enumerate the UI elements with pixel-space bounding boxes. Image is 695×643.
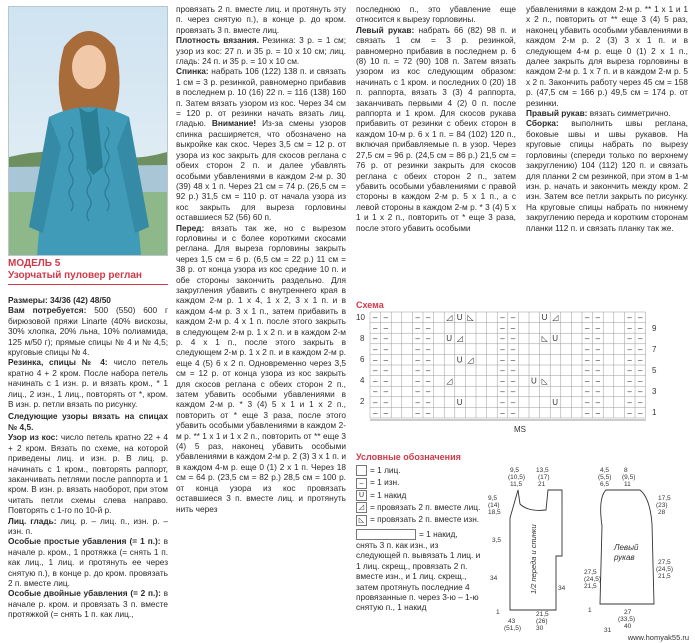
purl-mark: – bbox=[383, 387, 389, 397]
stitch-symbol: U bbox=[446, 334, 452, 344]
purl-mark: – bbox=[585, 387, 590, 397]
purl-mark: – bbox=[638, 387, 643, 397]
dim-label: (17) bbox=[538, 474, 550, 481]
purl-mark: – bbox=[585, 366, 590, 375]
stitch-symbol: U bbox=[456, 313, 463, 322]
assembly-label: Сборка: bbox=[526, 118, 559, 129]
right-sleeve-text: вязать симметрично. bbox=[589, 108, 671, 119]
purl-mark: – bbox=[510, 387, 516, 397]
purl-mark: – bbox=[415, 366, 420, 375]
purl-mark: – bbox=[510, 376, 516, 386]
purl-mark: – bbox=[510, 397, 516, 407]
purl-mark: – bbox=[585, 323, 590, 333]
dec2-text: в начале р. кром. и провязать 3 п. вместе протяжкой (= снять 1 п. как лиц., bbox=[8, 588, 168, 620]
dim-label: 27,5 bbox=[658, 559, 671, 566]
purl-mark: – bbox=[426, 366, 431, 375]
attention-label: Внимание! bbox=[211, 118, 257, 129]
purl-mark: – bbox=[595, 397, 601, 407]
purl-mark: – bbox=[426, 334, 431, 344]
dim-label: (14) bbox=[488, 502, 500, 509]
purl-mark: – bbox=[415, 397, 420, 407]
purl-mark: – bbox=[585, 313, 590, 322]
right-sleeve-label: Правый рукав: bbox=[526, 108, 588, 119]
dim-label: 1 bbox=[496, 609, 500, 616]
purl-mark: – bbox=[627, 376, 632, 386]
back-text-2: Из-за смены узоров спинка расширяется, что обозначено на выкройке как скос. Через 3,5 см = 12 р. от узора из кос закрыть для скосов реглана с обеих сторон 2 п. и далее убавлять особыми убавлениями в каждом 2-м р. 30 (39) 48 x 1 п. Через 21 см = 74 р. (26,5 см = 92 р.) 31,5 см = 110 р. от начала узора из кос закрыть для выреза горловины оставшиеся 52 (56) 60 п. bbox=[176, 118, 346, 223]
stockinette-text: лиц. р. – лиц. п., изн. р. – изн. п. bbox=[8, 515, 168, 536]
purl-symbol: – bbox=[356, 478, 367, 489]
stitch-symbol: ◿ bbox=[456, 334, 463, 344]
gauge-text: Резинка: 3 р. = 1 см; узор из кос: 27 п. и 35 р. = 10 x 10 см; лиц. гладь: 24 п. и 35 р. = 10 x 10 см. bbox=[176, 35, 346, 67]
legend-text: = 1 изн. bbox=[370, 477, 400, 488]
purl-mark: – bbox=[373, 344, 378, 354]
purl-mark: – bbox=[627, 313, 632, 322]
stitch-symbol: U bbox=[552, 334, 558, 344]
stitch-symbol: U bbox=[541, 313, 548, 322]
sleeve-schematic bbox=[584, 464, 688, 634]
stockinette-label: Лиц. гладь: bbox=[8, 515, 57, 526]
purl-mark: – bbox=[383, 355, 389, 365]
dim-label: 43 bbox=[508, 618, 516, 625]
purl-mark: – bbox=[383, 313, 389, 322]
knit-symbol bbox=[356, 465, 367, 476]
dim-label: 21,5 bbox=[584, 583, 597, 590]
cable-label: Узор из кос: bbox=[8, 432, 59, 443]
row-label: 7 bbox=[652, 345, 657, 354]
legend-title: Условные обозначения bbox=[356, 452, 461, 462]
rib-text: число петель кратно 4 + 2 кром. После набора петель начинать с 1 изн. р. и вязать кром., * 1 лиц., 2 изн., 1 лиц., повторять от *, кром. В изн. р. петли вязать по рисунку. bbox=[8, 357, 168, 410]
dim-label: 18,5 bbox=[488, 509, 501, 516]
purl-mark: – bbox=[373, 397, 378, 407]
dim-label: 6,5 bbox=[600, 481, 610, 488]
rib-label: Резинка, спицы № 4: bbox=[8, 357, 108, 368]
purl-mark: – bbox=[426, 313, 431, 322]
purl-mark: – bbox=[627, 355, 632, 365]
stitch-symbol: U bbox=[531, 376, 537, 386]
column-1 bbox=[8, 295, 168, 640]
purl-mark: – bbox=[415, 313, 420, 322]
left-sleeve-label: Левый рукав: bbox=[356, 24, 415, 35]
k2tog-symbol: ◿ bbox=[356, 502, 367, 513]
purl-mark: – bbox=[383, 397, 389, 407]
dim-label: (9,5) bbox=[622, 474, 636, 481]
ms-label: MS bbox=[514, 425, 526, 434]
dim-label: 11,5 bbox=[510, 481, 523, 488]
purl-mark: – bbox=[627, 334, 632, 344]
purl-mark: – bbox=[595, 387, 601, 397]
back-piece-label: 1/2 переда и спинки bbox=[529, 524, 538, 594]
model-title: Узорчатый пуловер реглан bbox=[8, 270, 168, 285]
sizes: Размеры: 34/36 (42) 48/50 bbox=[8, 295, 111, 305]
purl-mark: – bbox=[627, 397, 632, 407]
col4-intro: убавлениями в каждом 2-м р. ** 1 x 1 и 1 x 2 п., повторить от ** еще 3 (4) 5 раз, наконец убавить особыми убавлениями в каждом 2-м р. 2 (3) 3 x 1 п. и в следующем 4-м р. еще 0 (1) 2 x 1 п., далее закрыть для выреза горловины в каждом 2-м р. 1 x 7 п. и в каждом 2-м р. 5 x 2 п. Закончить работу через 45 см = 158 р. (47,5 см = 166 р.) 49,5 см = 174 р. от резинки. bbox=[526, 4, 688, 108]
dim-label: 1 bbox=[588, 607, 592, 614]
purl-mark: – bbox=[627, 387, 632, 397]
front-text: вязать так же, но с вырезом горловины и с более короткими скосами реглана. Для выреза горловины закрыть через 1,5 см = 6 р. (6,5 см = 22 р.) 11 см = 38 р. от конца узора из кос средние 10 п. и обе стороны закончить раздельно. Для закругления убавить с внутреннего края в каждом 2-м р. 1 x 4, 1 x 2, 3 x 1 п. и в каждом 4-м р. 3 x 1 п., затем прибавить в каждом 2-м р. 4 x 1 п. после этого закрыть в следующем 2-м р. 1 x 2 п. и в каждом 2-м р. 4 x 1 п., после этого закрыть в следующем 2-м р. 1 x 2 п. и в каждом 2-м р. еще 4 (5) 6 x 2 п. Одновременно через 3,5 см = 12 р. от конца узора из кос закрыть для скосов реглана с обеих сторон 2 п., затем убавить особыми убавлениями в каждом 2-м р. * 3 (4) 5 x 1 и 1 x 2 п., повторить от * еще 3 раза, после этого убавить особыми убавлениями в каждом 2-м р. ** 1 x 1 и 1 x 2 п., повторить от ** еще 3 (4) 5 раз, наконец убавить особыми убавлениями в каждом 2-м р. 2 (3) 3 x 1 п. и в каждом 4-м р. еще 0 (1) 2 x 1 п. Через 18 см = 64 р. (23,5 см = 82 р.) 28,5 см = 100 р. от конца узора из кос провязать оставшиеся 3 п. вместе лиц. и протянуть нить через bbox=[176, 222, 346, 514]
purl-mark: – bbox=[638, 334, 643, 344]
purl-mark: – bbox=[383, 408, 389, 418]
purl-mark: – bbox=[415, 334, 420, 344]
knitting-chart bbox=[356, 310, 688, 438]
dim-label: (24,5) bbox=[584, 576, 601, 583]
row-label: 5 bbox=[652, 366, 657, 375]
dim-label: 40 bbox=[624, 623, 632, 630]
purl-mark: – bbox=[638, 355, 643, 365]
legend-item bbox=[356, 501, 484, 513]
purl-mark: – bbox=[373, 408, 378, 418]
purl-mark: – bbox=[585, 397, 590, 407]
purl-mark: – bbox=[383, 366, 389, 375]
dim-label: 34 bbox=[490, 575, 498, 582]
purl-mark: – bbox=[373, 387, 378, 397]
dim-label: 31 bbox=[604, 627, 612, 634]
dim-label: (5,5) bbox=[598, 474, 612, 481]
legend bbox=[356, 464, 484, 613]
purl-mark: – bbox=[627, 344, 632, 354]
row-label: 9 bbox=[652, 324, 657, 333]
row-label: 3 bbox=[652, 387, 657, 396]
purl-mark: – bbox=[426, 408, 431, 418]
purl-mark: – bbox=[373, 376, 378, 386]
dim-label: 8 bbox=[624, 467, 628, 474]
purl-mark: – bbox=[500, 366, 505, 375]
purl-mark: – bbox=[510, 408, 516, 418]
purl-mark: – bbox=[627, 408, 632, 418]
back-schematic bbox=[488, 464, 576, 634]
purl-mark: – bbox=[383, 323, 389, 333]
purl-mark: – bbox=[638, 397, 643, 407]
purl-mark: – bbox=[383, 376, 389, 386]
dim-label: 4,5 bbox=[600, 467, 610, 474]
purl-mark: – bbox=[500, 387, 505, 397]
purl-mark: – bbox=[426, 355, 431, 365]
purl-mark: – bbox=[510, 334, 516, 344]
legend-item bbox=[356, 489, 484, 501]
column-2 bbox=[176, 4, 346, 640]
legend-item bbox=[356, 464, 484, 476]
purl-mark: – bbox=[373, 313, 378, 322]
purl-mark: – bbox=[426, 344, 431, 354]
purl-mark: – bbox=[510, 344, 516, 354]
stitch-symbol: ◺ bbox=[541, 334, 548, 344]
stitch-symbol: U bbox=[456, 355, 463, 365]
purl-mark: – bbox=[638, 376, 643, 386]
purl-mark: – bbox=[595, 408, 601, 418]
purl-mark: – bbox=[373, 355, 378, 365]
dim-label: (23) bbox=[656, 502, 668, 509]
purl-mark: – bbox=[638, 344, 643, 354]
p2tog-symbol: ◺ bbox=[356, 515, 367, 526]
purl-mark: – bbox=[500, 313, 505, 322]
purl-mark: – bbox=[383, 344, 389, 354]
purl-mark: – bbox=[373, 334, 378, 344]
row-label: 1 bbox=[652, 408, 657, 417]
left-sleeve-text: набрать 66 (82) 98 п. и связать 1 см = 3 р. резинкой, равномерно прибавив в последнем р. 6 (8) 10 п. = 72 (90) 108 п. Затем вязать узором из кос следующим образом: начинать с 1 кром. и последних 0 (20) 18 п. раппорта, вязать 3 (3) 4 раппорта, заканчивать первыми 4 (2) 0 п. после раппорта и 1 кром. Для скосов рукава прибавить от резинки с обеих сторон в каждом 10-м р. 6 x 1 п. = 84 (102) 120 п., включая прибавляемые п. в узор. Через 27,5 см = 96 р. (24,5 см = 86 р.) 21,5 см = 76 р. от резинки закрыть для скосов реглана с обеих сторон 2 п., затем убавить особыми убавлениями с правой стороны в каждом 2-м р. 5 x 1 п., а с левой стороны в каждом 2-м р. * 3 (4) 5 x 1 и 1 x 2 п., повторить от * еще 3 раза, после этого убавить особыми bbox=[356, 24, 516, 233]
back-label: Спинка: bbox=[176, 66, 209, 77]
purl-mark: – bbox=[585, 344, 590, 354]
purl-mark: – bbox=[585, 334, 590, 344]
back-text: набрать 106 (122) 138 п. и связать 1 см = 3 р. резинкой, равномерно прибавив в последнем р. 10 (16) 22 п. = 116 (138) 160 п. Затем вязать узором из кос. Через 34 см = 120 р. от резинки начать вязать лиц. гладью. bbox=[176, 66, 346, 129]
legend-text: = провязать 2 п. вместе изн. bbox=[370, 514, 480, 525]
dim-label: 17,5 bbox=[658, 495, 671, 502]
row-label: 2 bbox=[360, 397, 365, 406]
purl-mark: – bbox=[585, 355, 590, 365]
chart-title: Схема bbox=[356, 300, 384, 310]
legend-text: = 1 накид bbox=[370, 489, 407, 500]
purl-mark: – bbox=[510, 313, 516, 322]
dec1-text: в начале р. кром., 1 протяжка (= снять 1 п. как лиц., 1 лиц. и протянуть ее через снятую п.), в конце р. до кром. провязать 2 п. вместе лиц. bbox=[8, 536, 168, 588]
need-label: Вам потребуется: bbox=[8, 305, 87, 316]
model-photo bbox=[8, 6, 168, 256]
purl-mark: – bbox=[500, 397, 505, 407]
assembly-text: выполнить швы реглана, боковые швы и швы рукавов. На круговые спицы набрать по вырезу горловины (спереди только по верхнему закруглению) 104 (112) 120 п. и связать для планки 2 см резинкой, при этом в 1-м изн. р. начать и закончить между кром. 2 изн. Затем все петли закрыть по рисунку. На круговые спицы набрать по нижнему закруглению переда и коротким сторонам планки 112 п. и связать планку так же. bbox=[526, 118, 688, 233]
sleeve-piece-label-2: рукав bbox=[614, 553, 635, 562]
purl-mark: – bbox=[373, 323, 378, 333]
purl-mark: – bbox=[595, 334, 601, 344]
purl-mark: – bbox=[415, 408, 420, 418]
legend-item bbox=[356, 528, 484, 540]
purl-mark: – bbox=[627, 323, 632, 333]
cable-symbol bbox=[356, 529, 416, 540]
column-3 bbox=[356, 4, 516, 304]
dim-label: 9,5 bbox=[510, 467, 520, 474]
cable-text: число петель кратно 22 + 4 + 2 кром. Вязать по схеме, на которой приведены лиц. и изн. р. В лиц. р. начинать с 1 кром., повторять раппорт, заканчивать петлями после раппорта и 1 кром. В изн. р. вязать наоборот, при этом читать петли схемы слева направо. Повторять с 1-го по 10-й р. bbox=[8, 432, 168, 516]
stitch-symbol: U bbox=[456, 397, 463, 407]
legend-long-desc: снять 3 п. как изн., из следующей п. вывязать 1 лиц. и 1 лиц. скрещ., провязать 2 п. вместе изн., и 1 лиц. скрещ., затем протянуть последние 4 провязанные п. через 3-ю – 1-ю снятую п., 1 накид bbox=[356, 539, 481, 613]
purl-mark: – bbox=[638, 313, 643, 322]
legend-item bbox=[356, 476, 484, 488]
stitch-symbol: ◿ bbox=[446, 376, 453, 386]
purl-mark: – bbox=[373, 366, 378, 375]
purl-mark: – bbox=[415, 376, 420, 386]
dim-label: 21,5 bbox=[658, 573, 671, 580]
stitch-symbol: ◿ bbox=[446, 313, 453, 322]
purl-mark: – bbox=[510, 366, 516, 375]
purl-mark: – bbox=[426, 376, 431, 386]
purl-mark: – bbox=[415, 355, 420, 365]
purl-mark: – bbox=[595, 376, 601, 386]
row-label: 6 bbox=[360, 355, 365, 364]
sleeve-piece-label-1: Левый bbox=[614, 543, 639, 552]
purl-mark: – bbox=[426, 323, 431, 333]
dim-label: (51,5) bbox=[504, 625, 521, 632]
legend-text: = 1 накид, bbox=[419, 528, 458, 539]
purl-mark: – bbox=[585, 376, 590, 386]
dim-label: (26) bbox=[536, 618, 548, 625]
row-label: 8 bbox=[360, 334, 365, 343]
yarn-over-symbol: U bbox=[356, 490, 367, 501]
purl-mark: – bbox=[585, 408, 590, 418]
purl-mark: – bbox=[426, 397, 431, 407]
col3-intro: последнюю п., это убавление еще относится к вырезу горловины. bbox=[356, 4, 516, 25]
dim-label: (24,5) bbox=[656, 566, 673, 573]
col2-intro: провязать 2 п. вместе лиц. и протянуть эту п. через снятую п.), в конце р. до кром. провязать 3 п. вместе лиц. bbox=[176, 4, 346, 35]
purl-mark: – bbox=[595, 355, 601, 365]
dim-label: 9,5 bbox=[488, 495, 498, 502]
legend-text: = провязать 2 п. вместе лиц. bbox=[370, 501, 481, 512]
watermark: www.homyak55.ru bbox=[627, 633, 689, 642]
purl-mark: – bbox=[500, 323, 505, 333]
stitch-symbol: ◺ bbox=[467, 313, 474, 322]
column-4 bbox=[526, 4, 688, 304]
dim-label: 27,5 bbox=[584, 569, 597, 576]
dim-label: (10,5) bbox=[508, 474, 525, 481]
purl-mark: – bbox=[638, 366, 643, 375]
row-label: 4 bbox=[360, 376, 365, 385]
stitch-symbol: ◺ bbox=[541, 376, 548, 386]
dim-label: 3,5 bbox=[492, 537, 502, 544]
purl-mark: – bbox=[638, 323, 643, 333]
dim-label: 21,5 bbox=[536, 611, 549, 618]
stitch-symbol: ◿ bbox=[467, 355, 474, 365]
dec2-label: Особые двойные убавления (= 2 п.): bbox=[8, 588, 161, 599]
dim-label: 34 bbox=[558, 585, 566, 592]
model-heading bbox=[8, 258, 168, 285]
stitch-symbol: U bbox=[552, 397, 558, 407]
purl-mark: – bbox=[383, 334, 389, 344]
purl-mark: – bbox=[510, 355, 516, 365]
legend-text: = 1 лиц. bbox=[370, 465, 401, 475]
purl-mark: – bbox=[595, 344, 601, 354]
purl-mark: – bbox=[415, 323, 420, 333]
purl-mark: – bbox=[595, 323, 601, 333]
purl-mark: – bbox=[627, 366, 632, 375]
patterns-label: Следующие узоры вязать на спицах № 4,5. bbox=[8, 411, 168, 432]
purl-mark: – bbox=[500, 376, 505, 386]
need-text: 500 (550) 600 г бирюзовой пряжи Linarte (40% вискозы, 30% хлопка, 20% льна, 10% полиамида, 125 м/50 г); прямые спицы № 4 и № 4,5; круговые спицы № 4. bbox=[8, 305, 168, 358]
purl-mark: – bbox=[426, 387, 431, 397]
gauge-label: Плотность вязания. bbox=[176, 35, 259, 46]
purl-mark: – bbox=[595, 313, 601, 322]
dec1-label: Особые простые убавления (= 1 п.): bbox=[8, 536, 161, 547]
dim-label: 11 bbox=[624, 481, 631, 488]
dim-label: 28 bbox=[658, 509, 666, 516]
dim-label: 27 bbox=[624, 609, 632, 616]
front-label: Перед: bbox=[176, 222, 205, 233]
purl-mark: – bbox=[510, 323, 516, 333]
dim-label: 21 bbox=[538, 481, 546, 488]
purl-mark: – bbox=[638, 408, 643, 418]
dim-label: (33,5) bbox=[618, 616, 635, 623]
purl-mark: – bbox=[595, 366, 601, 375]
dim-label: 30 bbox=[536, 625, 544, 632]
model-number: МОДЕЛЬ 5 bbox=[8, 258, 61, 269]
purl-mark: – bbox=[500, 334, 505, 344]
purl-mark: – bbox=[500, 344, 505, 354]
purl-mark: – bbox=[500, 408, 505, 418]
row-label: 10 bbox=[356, 313, 365, 322]
legend-item bbox=[356, 513, 484, 525]
purl-mark: – bbox=[500, 355, 505, 365]
stitch-symbol: ◿ bbox=[552, 313, 559, 322]
dim-label: 13,5 bbox=[536, 467, 549, 474]
purl-mark: – bbox=[415, 344, 420, 354]
purl-mark: – bbox=[415, 387, 420, 397]
